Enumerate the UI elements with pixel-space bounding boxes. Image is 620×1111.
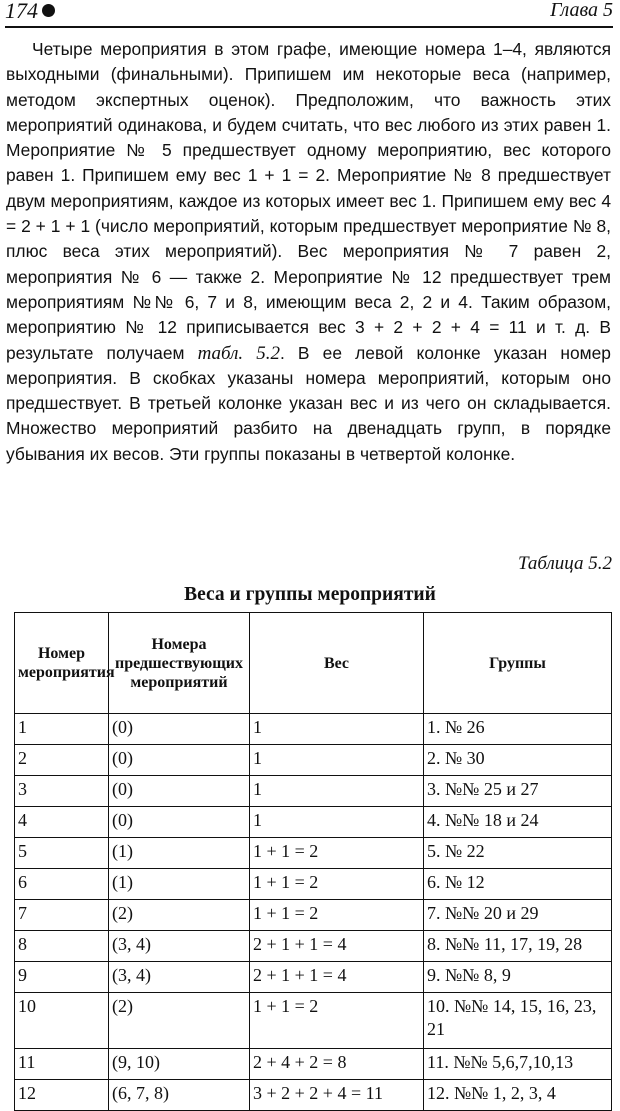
cell-number: 4 [15,807,109,838]
chapter-title: Глава 5 [550,0,613,21]
table-header-row [15,613,612,714]
cell-group: 6. № 12 [424,869,612,900]
paragraph-text-part2: . В ее левой колонке указан номер мероприятия. В скобках указаны номера мероприятий, которым оно предшествует. В третьей колонке указан вес и из чего он складывается. Множество мероприятий разбито на двенадцать групп, в порядке убывания их весов. Эти группы показаны в четвертой колонке. [6,342,611,464]
cell-predecessors: (0) [109,745,250,776]
table-row [15,838,612,869]
cell-group: 7. №№ 20 и 29 [424,900,612,931]
cell-number: 8 [15,931,109,962]
cell-group: 3. №№ 25 и 27 [424,776,612,807]
cell-number: 2 [15,745,109,776]
cell-weight: 1 [250,807,424,838]
page-number-text: 174 [5,0,38,23]
weights-table [14,612,612,1111]
cell-weight: 1 [250,714,424,745]
cell-weight: 1 + 1 = 2 [250,900,424,931]
header-predecessors: Номера предшествующих мероприятий [109,613,250,714]
table-row [15,714,612,745]
cell-number: 6 [15,869,109,900]
table-title: Веса и группы мероприятий [184,584,436,605]
cell-predecessors: (3, 4) [109,931,250,962]
cell-weight: 2 + 4 + 2 = 8 [250,1049,424,1080]
cell-predecessors: (2) [109,900,250,931]
table-row [15,962,612,993]
cell-group: 8. №№ 11, 17, 19, 28 [424,931,612,962]
cell-group: 1. № 26 [424,714,612,745]
cell-weight: 1 + 1 = 2 [250,838,424,869]
cell-group: 2. № 30 [424,745,612,776]
header-weight: Вес [250,613,424,714]
table-row [15,807,612,838]
cell-number: 11 [15,1049,109,1080]
cell-weight: 1 + 1 = 2 [250,993,424,1049]
cell-predecessors: (0) [109,776,250,807]
cell-predecessors: (1) [109,869,250,900]
table-row [15,993,612,1049]
cell-number: 10 [15,993,109,1049]
cell-predecessors: (1) [109,838,250,869]
table-row [15,900,612,931]
cell-group: 5. № 22 [424,838,612,869]
cell-weight: 2 + 1 + 1 = 4 [250,931,424,962]
cell-group: 11. №№ 5,6,7,10,13 [424,1049,612,1080]
cell-weight: 1 [250,776,424,807]
table-row [15,745,612,776]
cell-weight: 1 [250,745,424,776]
cell-weight: 2 + 1 + 1 = 4 [250,962,424,993]
cell-weight: 3 + 2 + 2 + 4 = 11 [250,1080,424,1111]
cell-number: 5 [15,838,109,869]
cell-predecessors: (3, 4) [109,962,250,993]
bullet-dot-icon [42,4,55,17]
cell-predecessors: (0) [109,807,250,838]
header-groups: Группы [424,613,612,714]
cell-predecessors: (6, 7, 8) [109,1080,250,1111]
cell-number: 9 [15,962,109,993]
cell-weight: 1 + 1 = 2 [250,869,424,900]
cell-predecessors: (0) [109,714,250,745]
cell-predecessors: (9, 10) [109,1049,250,1080]
header-rule [5,26,613,28]
cell-number: 1 [15,714,109,745]
cell-group: 4. №№ 18 и 24 [424,807,612,838]
table-label: Таблица 5.2 [518,553,612,574]
cell-number: 12 [15,1080,109,1111]
page-header [5,0,613,26]
cell-predecessors: (2) [109,993,250,1049]
cell-group: 10. №№ 14, 15, 16, 23, 21 [424,993,612,1049]
table-reference: табл. 5.2 [197,342,280,364]
table-row [15,776,612,807]
cell-number: 3 [15,776,109,807]
body-paragraph [6,37,611,467]
table-row [15,931,612,962]
cell-group: 9. №№ 8, 9 [424,962,612,993]
paragraph-text-part1: Четыре мероприятия в этом графе, имеющие номера 1–4, являются выходными (финальными). Припишем им некоторые веса (например, методом экспертных оценок). Предположим, что важность этих мероприятий одинакова, и будем считать, что вес любого из этих равен 1. Мероприятие № 5 предшествует одному мероприятию, вес которого равен 1. Припишем ему вес 1 + 1 = 2. Мероприятие № 8 предшествует двум мероприятиям, каждое из которых имеет вес 1. Припишем ему вес 4 = 2 + 1 + 1 (число мероприятий, которым предшествует мероприятие № 8, плюс веса этих мероприятий). Вес мероприятия № 7 равен 2, мероприятия № 6 — также 2. Мероприятие № 12 предшествует трем мероприятиям №№ 6, 7 и 8, имеющим веса 2, 2 и 4. Таким образом, мероприятию № 12 приписывается вес 3 + 2 + 2 + 4 = 11 и т. д. В результате получаем [6,39,611,363]
cell-group: 12. №№ 1, 2, 3, 4 [424,1080,612,1111]
table-row [15,1049,612,1080]
table-row [15,1080,612,1111]
cell-number: 7 [15,900,109,931]
table-row [15,869,612,900]
page-number [5,0,55,24]
header-event-number: Номер мероприятия [15,613,109,714]
